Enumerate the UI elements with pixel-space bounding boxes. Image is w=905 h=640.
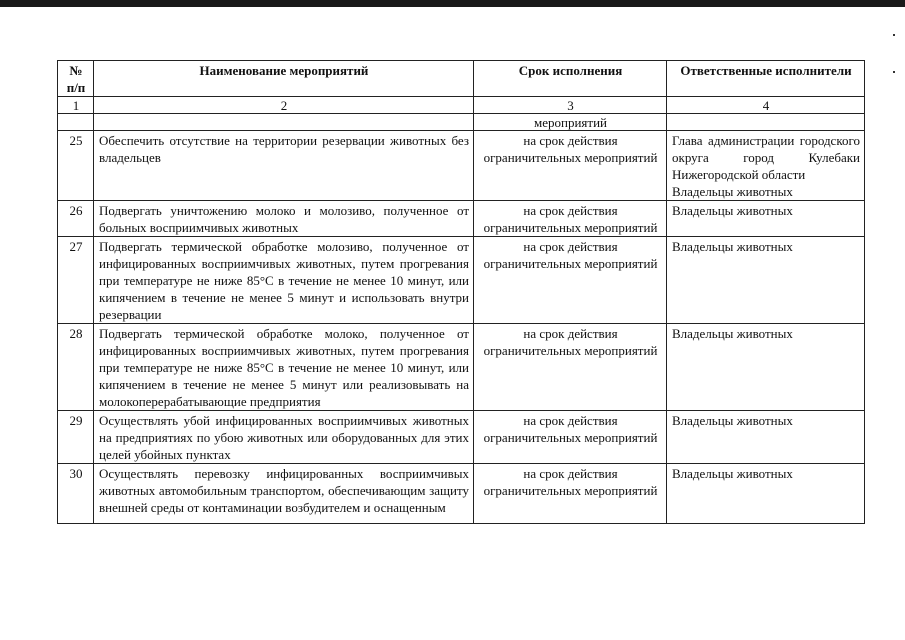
measure-term: на срок действия ограничительных мероприятий [474,411,667,464]
measure-responsible [667,131,865,201]
row-number: 28 [58,324,94,411]
measure-term: на срок действия ограничительных мероприятий [474,131,667,201]
header-row [58,61,865,97]
responsible-head: Глава администрации городского округа город Кулебаки Нижегородской области [672,133,860,182]
scan-speck [893,34,895,36]
responsible-owners: Владельцы животных [672,184,793,199]
header-term: Срок исполнения [474,61,667,97]
measure-responsible: Владельцы животных [667,324,865,411]
header-responsible: Ответственные исполнители [667,61,865,97]
measure-responsible: Владельцы животных [667,201,865,237]
measure-name: Подвергать термической обработке молоко, полученное от инфицированных восприимчивых животных, путем прогревания при температуре не ниже 85°С в течение не менее 10 минут, или кипячением в течение не менее 5 минут или реализовывать на молокоперерабатывающие предприятия [94,324,474,411]
row-number: 30 [58,464,94,524]
table-row [58,237,865,324]
measure-name: Обеспечить отсутствие на территории резервации животных без владельцев [94,131,474,201]
measure-name: Подвергать термической обработке молозиво, полученное от инфицированных восприимчивых животных, путем прогревания при температуре не ниже 85°С в течение не менее 10 минут, или кипячением в течение не менее 5 минут и использовать внутри резервации [94,237,474,324]
continuation-term: мероприятий [474,114,667,131]
table-row [58,131,865,201]
measure-name: Осуществлять перевозку инфицированных восприимчивых животных автомобильным транспортом, обеспечивающим защиту внешней среды от контаминации возбудителем и оснащенным [94,464,474,524]
row-number: 29 [58,411,94,464]
column-number-row [58,97,865,114]
column-number: 4 [667,97,865,114]
scan-speck [893,71,895,73]
scan-top-border [0,0,905,7]
measure-name: Осуществлять убой инфицированных восприимчивых животных на предприятиях по убою животных или оборудованных для этих целей убойных пунктах [94,411,474,464]
row-number: 27 [58,237,94,324]
continuation-row [58,114,865,131]
table-row [58,324,865,411]
header-name: Наименование мероприятий [94,61,474,97]
row-number: 26 [58,201,94,237]
measure-term: на срок действия ограничительных мероприятий [474,324,667,411]
header-num: № п/п [58,61,94,97]
measure-term: на срок действия ограничительных мероприятий [474,201,667,237]
row-number: 25 [58,131,94,201]
column-number: 2 [94,97,474,114]
measure-term: на срок действия ограничительных мероприятий [474,464,667,524]
measure-responsible: Владельцы животных [667,411,865,464]
measure-term: на срок действия ограничительных мероприятий [474,237,667,324]
column-number: 3 [474,97,667,114]
measure-responsible: Владельцы животных [667,237,865,324]
column-number: 1 [58,97,94,114]
measure-responsible: Владельцы животных [667,464,865,524]
table-row [58,201,865,237]
measure-name: Подвергать уничтожению молоко и молозиво, полученное от больных восприимчивых животных [94,201,474,237]
measures-table [57,60,865,524]
table-row [58,411,865,464]
table-row [58,464,865,524]
